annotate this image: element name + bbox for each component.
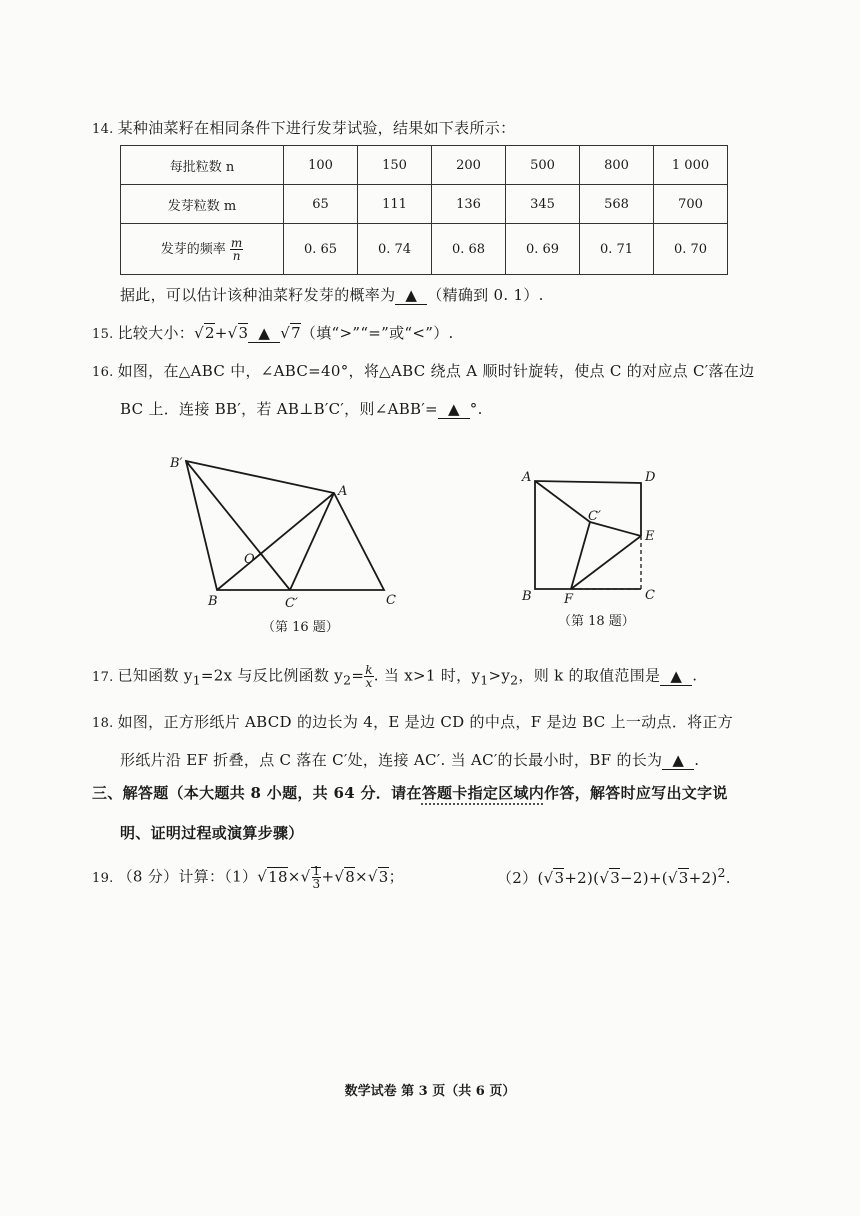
table-cell: 0. 65 [284,224,358,275]
answer-blank[interactable]: ▲ [438,400,470,419]
q17-text: ，则 k 的取值范围是 [518,666,661,685]
q19-number: 19. [92,870,114,886]
q18-line1 [92,711,733,732]
frac-numerator: k [365,663,373,677]
q15-prefix: 比较大小： [117,324,195,342]
table-cell: 200 [432,146,506,185]
table-cell: 0. 68 [432,224,506,275]
section-3-heading [92,782,728,803]
k-over-x-fraction [364,664,374,689]
table-cell: 0. 70 [654,224,728,275]
label-cp: C′ [285,596,298,610]
q19-part2-label: （2） [497,869,538,887]
table-cell: 111 [358,185,432,224]
fig18-square [535,481,641,589]
fig16-line-a-cp [290,493,334,590]
answer-blank[interactable]: ▲ [248,324,280,343]
q15-suffix: （填“>”“=”或“<”）. [300,324,454,342]
row-label-batch: 每批粒数 n [121,146,284,185]
q18-number: 18. [92,716,114,731]
q16-text1: 如图，在△ABC 中，∠ABC=40°，将△ABC 绕点 A 顺时针旋转，使点 C 的对应点 C′落在边 [117,362,755,380]
table-cell: 100 [284,146,358,185]
q16-suffix: °. [469,400,483,418]
answer-blank[interactable]: ▲ [395,286,427,305]
fig18-line-f-e [571,536,641,589]
label-a: A [338,484,348,499]
label-d: D [645,470,656,485]
label-a: A [522,470,532,485]
q18-line2 [120,749,699,770]
label-c: C [386,593,396,608]
table-cell: 568 [580,185,654,224]
fig18-caption: （第 18 题） [558,614,635,629]
table-cell: 65 [284,185,358,224]
fig18-line-cp-e [590,522,641,536]
q16-text2: BC 上．连接 BB′，若 AB⊥B′C′，则∠ABB′= [120,400,438,418]
q16-line1 [92,360,754,381]
table-cell: 0. 74 [358,224,432,275]
q14-text: 某种油菜籽在相同条件下进行发芽试验，结果如下表所示： [117,119,516,137]
q15-stem: 15. 比较大小：√2+√3 ▲ √7（填“>”“=”或“<”）. [92,324,454,342]
table-cell: 345 [506,185,580,224]
q17-text: 已知函数 y [117,666,193,685]
q14-stem [92,117,515,138]
table-cell: 800 [580,146,654,185]
germination-table [120,145,728,275]
answer-blank[interactable]: ▲ [660,667,692,686]
q17-text: . 当 x>1 时，y [373,666,481,685]
frac-denominator: n [232,248,241,263]
q17-stem: 17. 已知函数 $y_1=2x$ 与反比例函数 $y_2=$ $\frac{k}{x}$ . 当 x>1 时，$y_1>y_2$，则 k 的取值范围是 ▲ . [92,663,698,690]
label-b: B [208,594,218,609]
fig18-line-a-cp [535,481,590,522]
q18-suffix: . [694,751,700,769]
q14-after-prefix: 据此，可以估计该种油菜籽发芽的概率为 [120,286,396,304]
row-label-germinated: 发芽粒数 m [121,185,284,224]
q17-end: . [692,666,698,685]
q14-conclusion [120,284,544,305]
answer-blank[interactable]: ▲ [662,751,694,770]
section-3-head: 三、解答题（本大题共 8 小题，共 64 分．请在 [92,784,422,802]
q14-after-suffix: （精确到 0. 1）. [427,286,544,304]
freq-fraction [230,237,243,262]
q17-text: >y [488,666,511,685]
frac-numerator: m [230,235,243,250]
freq-label: 发芽的频率 [160,241,226,257]
q18-text1: 如图，正方形纸片 ABCD 的边长为 4，E 是边 CD 的中点，F 是边 BC 上一动点．将正方 [117,713,734,731]
label-c: C [645,588,655,603]
table-cell: 1 000 [654,146,728,185]
table-row [121,224,728,275]
label-e: E [645,529,655,544]
table-row [121,185,728,224]
q17-text: =2x 与反比例函数 y [200,666,344,685]
fig16-line-b-a [217,493,334,590]
label-bp: B′ [170,456,183,471]
row-label-frequency [121,224,284,275]
q17-text: = [351,666,365,685]
table-cell: 0. 71 [580,224,654,275]
table-cell: 150 [358,146,432,185]
label-o: O [244,552,255,567]
label-cp: C′ [588,509,601,524]
q14-number: 14. [92,122,114,137]
table-row [121,146,728,185]
page-footer: 数学试卷 第 3 页（共 6 页） [344,1084,516,1099]
table-cell: 0. 69 [506,224,580,275]
q19-stem: 19. （8 分）计算：（1）√18×√ $\frac{1}{3}$ +√8×√3； [92,864,404,891]
table-cell: 500 [506,146,580,185]
section-3-emphasis: 答题卡指定区域内 [421,784,545,802]
fig16-caption: （第 16 题） [262,620,339,635]
table-cell: 700 [654,185,728,224]
frac-denominator: x [365,676,373,690]
figure-18 [515,465,665,605]
fig16-quadrilateral [186,461,384,590]
q15-number: 15. [92,327,114,342]
section-3-tail: 作答，解答时应写出文字说 [544,784,728,802]
q19-part1-label: （1） [224,867,258,886]
label-b: B [522,589,532,604]
figure-16 [160,450,410,610]
section-3-line2: 明、证明过程或演算步骤） [120,824,304,842]
q16-line2 [120,398,483,419]
table-cell: 136 [432,185,506,224]
q19-part2: $(2)(√3+2)(√3-2)+(√3+2)^2$. [497,865,731,887]
q19-points: （8 分）计算： [117,867,225,886]
label-f: F [564,592,574,605]
fig18-line-cp-f [571,522,590,589]
q16-number: 16. [92,365,114,380]
q17-number: 17. [92,669,114,685]
q18-text2: 形纸片沿 EF 折叠，点 C 落在 C′处，连接 AC′. 当 AC′的长最小时，BF 的长为 [120,751,663,769]
